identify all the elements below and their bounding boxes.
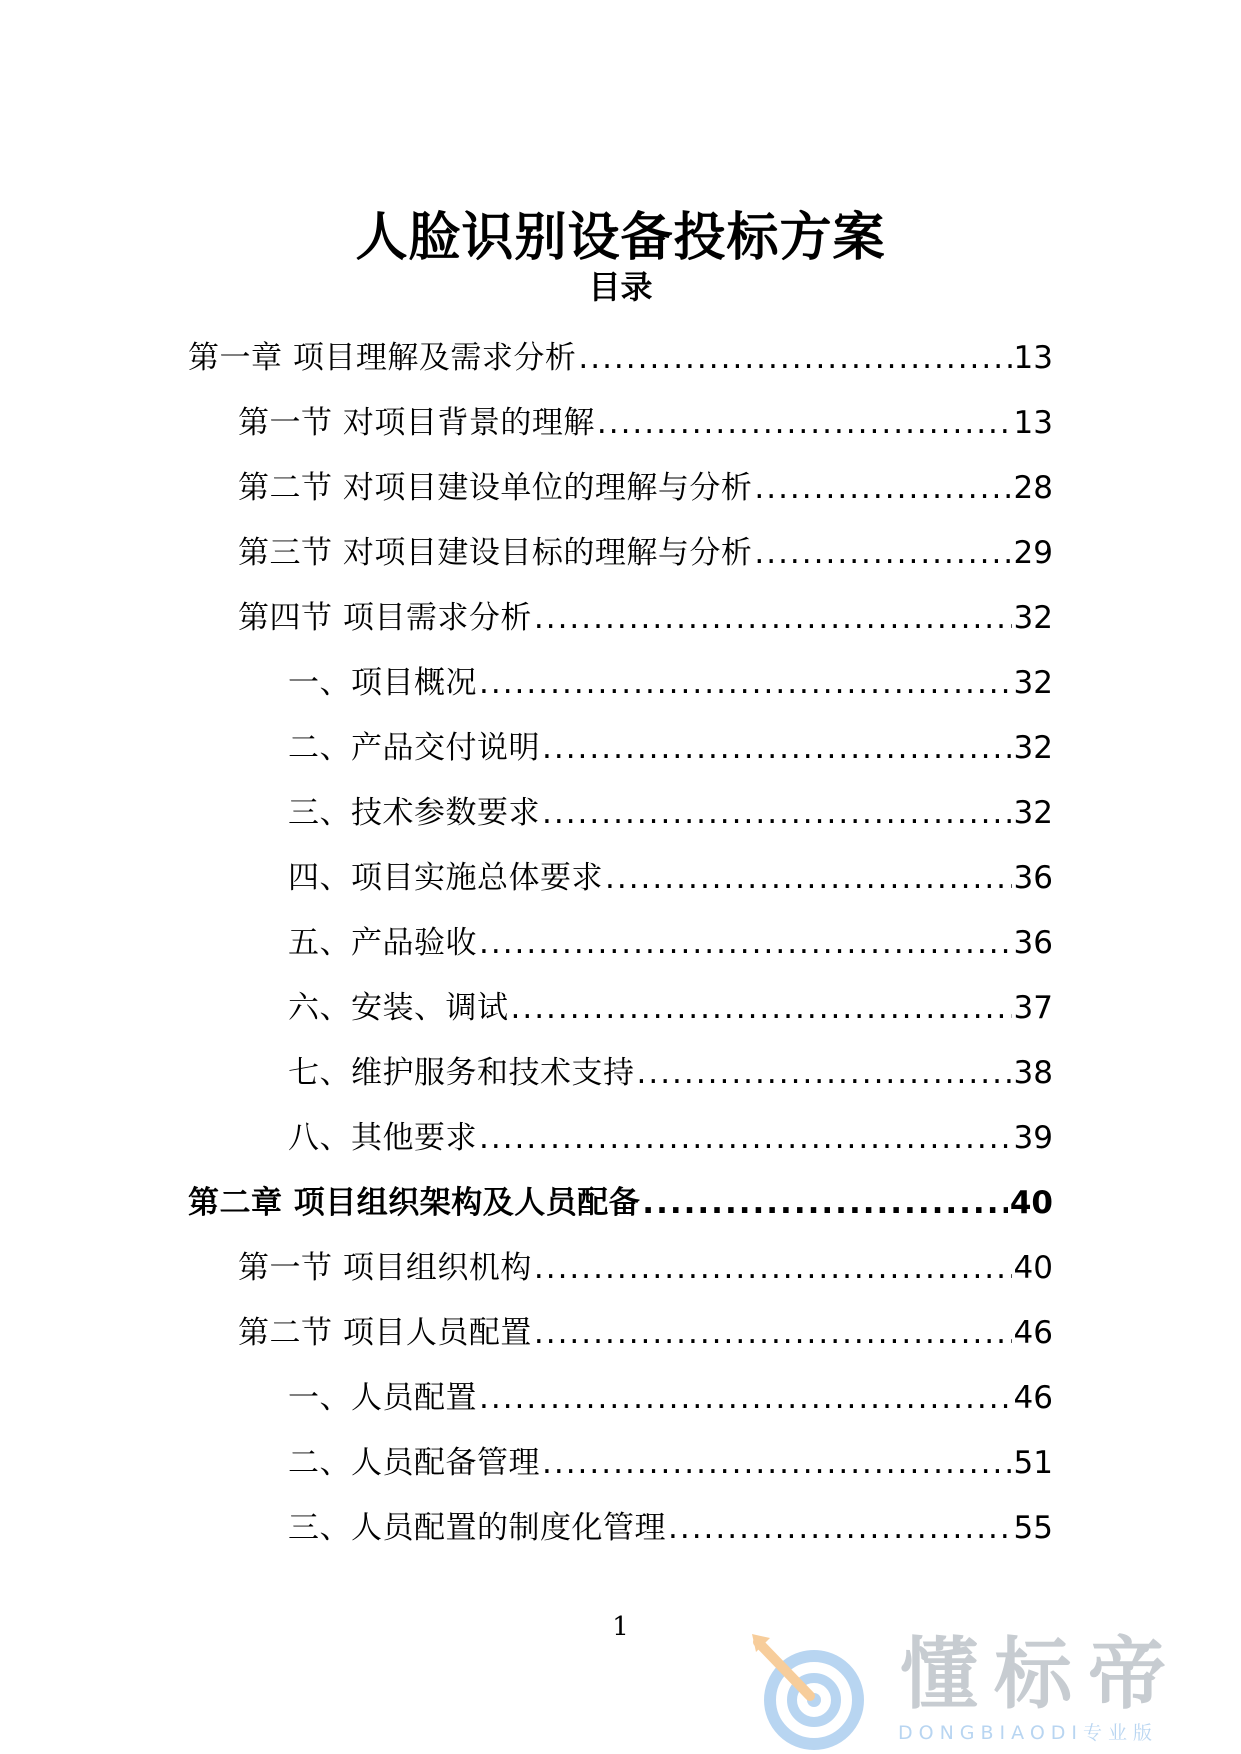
toc-leader-dots [534,603,1012,634]
toc-entry-page: 36 [1013,860,1053,896]
toc-entry-title: 第一章 项目理解及需求分析 [188,340,577,376]
toc-entry-title: 一、项目概况 [288,665,477,701]
toc-entry-page: 36 [1013,925,1053,961]
toc-leader-dots [578,343,1011,374]
toc-entry[interactable] [0,1236,1241,1301]
toc-entry-title: 七、维护服务和技术支持 [288,1055,635,1091]
toc-heading: 目录 [588,268,653,306]
toc-entry-page: 29 [1013,535,1053,571]
toc-leader-dots [668,1513,1012,1544]
toc-entry-page: 13 [1013,340,1053,376]
toc-entry-page: 40 [1009,1185,1053,1221]
toc-entry-page: 46 [1013,1380,1053,1416]
toc-leader-dots [605,863,1012,894]
toc-entry-page: 13 [1013,405,1053,441]
toc-entry-title: 第二章 项目组织架构及人员配备 [188,1185,641,1221]
toc-entry-title: 一、人员配置 [288,1380,477,1416]
toc-entry[interactable] [0,456,1241,521]
toc-leader-dots [754,538,1011,569]
toc-entry-page: 46 [1013,1315,1053,1351]
watermark-brand-name: 懂标帝 [900,1630,1183,1720]
toc-entry[interactable] [0,1366,1241,1431]
toc-entry[interactable] [0,1431,1241,1496]
toc-entry-title: 四、项目实施总体要求 [288,860,603,896]
toc-leader-dots [479,668,1012,699]
toc-entry-page: 32 [1013,665,1053,701]
toc-entry-page: 37 [1013,990,1053,1026]
toc-entry[interactable] [0,846,1241,911]
toc-entry[interactable] [0,781,1241,846]
document-title: 人脸识别设备投标方案 [355,207,886,268]
toc-entry[interactable] [0,716,1241,781]
page-number: 1 [612,1612,629,1642]
toc-leader-dots [479,1123,1012,1154]
toc-entry[interactable] [0,326,1241,391]
toc-entry-title: 二、人员配备管理 [288,1445,540,1481]
toc-leader-dots [642,1188,1008,1219]
watermark-subtitle: DONGBIAODI专业版 [898,1722,1159,1744]
toc-entry[interactable] [0,1171,1241,1236]
toc-leader-dots [511,993,1012,1024]
toc-leader-dots [479,928,1012,959]
toc-leader-dots [479,1383,1012,1414]
toc-entry-page: 32 [1013,795,1053,831]
toc-entry-title: 三、技术参数要求 [288,795,540,831]
toc-entry[interactable] [0,1301,1241,1366]
toc-leader-dots [754,473,1011,504]
toc-leader-dots [542,1448,1012,1479]
toc-entry-page: 28 [1013,470,1053,506]
toc-entry[interactable] [0,976,1241,1041]
toc-entry-page: 32 [1013,600,1053,636]
toc-entry-title: 三、人员配置的制度化管理 [288,1510,666,1546]
toc-leader-dots [542,733,1012,764]
toc-entry-page: 38 [1013,1055,1053,1091]
toc-entry[interactable] [0,911,1241,976]
toc-entry-page: 51 [1013,1445,1053,1481]
toc-entry-page: 32 [1013,730,1053,766]
toc-entry-title: 第三节 对项目建设目标的理解与分析 [238,535,753,571]
toc-entry-title: 六、安装、调试 [288,990,509,1026]
toc-entry-title: 第四节 项目需求分析 [238,600,532,636]
toc-entry-page: 55 [1013,1510,1053,1546]
watermark [748,1630,1228,1752]
toc-leader-dots [637,1058,1012,1089]
toc-entry-title: 五、产品验收 [288,925,477,961]
toc-entry[interactable] [0,1041,1241,1106]
toc-entry-title: 八、其他要求 [288,1120,477,1156]
toc-entry-page: 40 [1013,1250,1053,1286]
toc-entry-title: 第二节 项目人员配置 [238,1315,532,1351]
toc-leader-dots [534,1318,1012,1349]
toc-entry[interactable] [0,586,1241,651]
toc-entry-title: 第一节 对项目背景的理解 [238,405,595,441]
toc-entry-title: 第二节 对项目建设单位的理解与分析 [238,470,753,506]
toc-entry-title: 二、产品交付说明 [288,730,540,766]
toc-leader-dots [597,408,1012,439]
toc-entry[interactable] [0,651,1241,716]
toc-entry[interactable] [0,1106,1241,1171]
toc-entry[interactable] [0,391,1241,456]
toc-leader-dots [534,1253,1012,1284]
toc-entry[interactable] [0,1496,1241,1561]
toc-entry[interactable] [0,521,1241,586]
toc-entry-title: 第一节 项目组织机构 [238,1250,532,1286]
target-arrow-icon [748,1634,868,1752]
toc-leader-dots [542,798,1012,829]
toc-entry-page: 39 [1013,1120,1053,1156]
table-of-contents [0,326,1241,1561]
